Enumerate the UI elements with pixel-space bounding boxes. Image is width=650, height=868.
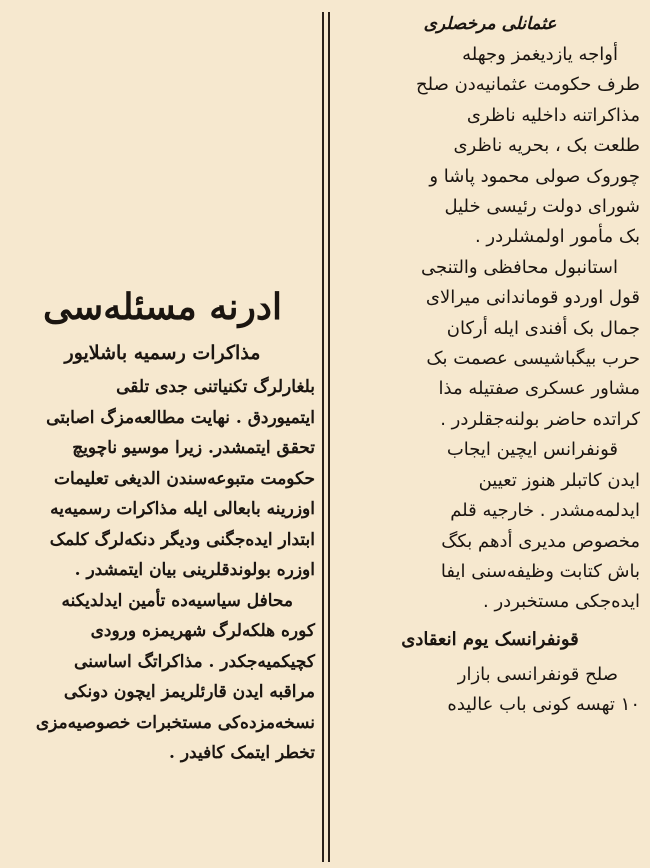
right-column-subheading: قونفرانسک یوم انعقادی xyxy=(401,628,579,650)
column-divider xyxy=(322,12,324,862)
text-line: ایدن کاتبلر هنوز تعیین xyxy=(478,469,640,491)
right-paragraph-1 xyxy=(340,40,640,253)
text-line: أوا‌جه یازدیغمز وجهله xyxy=(462,44,618,65)
right-paragraph-3 xyxy=(340,435,640,617)
article-subheading: مذاکرات رسمیه باشلایور xyxy=(64,342,261,364)
text-line: ایتمیوردق . نهایت مطالعه‌مزگ اصابتی xyxy=(46,407,315,428)
text-line: بک مأمور اولمشلردر . xyxy=(474,226,640,248)
column-divider xyxy=(328,12,330,862)
left-paragraph-1 xyxy=(10,372,315,586)
right-paragraph-2 xyxy=(340,253,640,435)
text-line: ایده‌جکی مستخبردر . xyxy=(483,591,640,613)
text-line: مشاور عسکری صفتیله مذا‌ xyxy=(438,378,640,400)
article-title: ادرنه مسئله‌سی xyxy=(43,286,282,328)
text-line: قونفرانس ایچین ایجاب xyxy=(446,439,618,461)
text-line: ابتدار ایده‌جگنی ودیگر دنکه‌لرگ کلمک xyxy=(49,529,315,550)
left-column xyxy=(10,282,315,769)
left-paragraph-2 xyxy=(10,586,315,769)
text-line: چوروک صولی محمود پاشا و xyxy=(429,165,640,187)
text-line: صلح قونفرانسی بازار xyxy=(457,663,618,685)
text-line: تخطر ایتمک کافیدر . xyxy=(169,743,315,763)
right-paragraph-4 xyxy=(340,660,640,721)
text-line: استانبول محافظی والتنجی xyxy=(420,256,618,278)
text-line: باش کتابت وظیفه‌سنی ایفا xyxy=(440,560,640,582)
text-line: کراتده حاضر بولنه‌جقلردر . xyxy=(440,408,640,430)
right-column-heading: عثمانلی مرخصلری xyxy=(423,14,557,34)
text-line: مذاکراتنه داخلیه ناظری xyxy=(466,104,640,126)
text-line: نسخه‌مزده‌کی مستخبرات خصوصیه‌مزی xyxy=(35,712,315,733)
right-column xyxy=(340,8,640,721)
text-line: قول اوردو قوماندانی میرالای xyxy=(425,287,640,309)
text-line: تحقق ایتمشدر. زیرا موسیو ناچویچ xyxy=(72,438,315,458)
text-line: طرف حکومت عثمانیه‌دن صلح xyxy=(415,74,640,96)
text-line: کچیکمیه‌جکدر . مذاکراتگ اساسنی xyxy=(74,651,315,672)
text-line: شورای دولت رئیسی خلیل xyxy=(444,196,640,218)
text-line: حکومت متبوعه‌سندن الدیغی تعلیمات xyxy=(53,468,315,489)
text-line: محافل سیاسیه‌ده تأمین ایدلدیکنه xyxy=(61,590,293,611)
text-line: اوزره بولوندقلرینی بیان ایتمشدر . xyxy=(74,560,315,580)
text-line: مراقبه ایدن قارئلریمز ایچون دونکی xyxy=(63,682,315,702)
text-line: ۱۰ تهسه کونی باب عالیده xyxy=(447,694,640,716)
text-line: ایدلمه‌مشدر . خارجیه قلم xyxy=(450,500,640,522)
text-line: جمال بک أفندی ایله أرکان xyxy=(446,317,640,339)
text-line: حرب بیگباشیسی عصمت بک xyxy=(426,348,640,370)
text-line: کوره هلکه‌لرگ شهریمزه ورودی xyxy=(90,621,315,641)
text-line: بلغارلرگ تکنیاتنی جدی تلقی xyxy=(116,377,315,397)
text-line: طلعت بک ، بحریه ناظری xyxy=(453,135,640,157)
text-line: مخصوص مدیری أدهم بکگ xyxy=(441,530,640,552)
text-line: اوزرینه بابعالی ایله مذاکرات رسمیه‌یه xyxy=(50,499,315,519)
